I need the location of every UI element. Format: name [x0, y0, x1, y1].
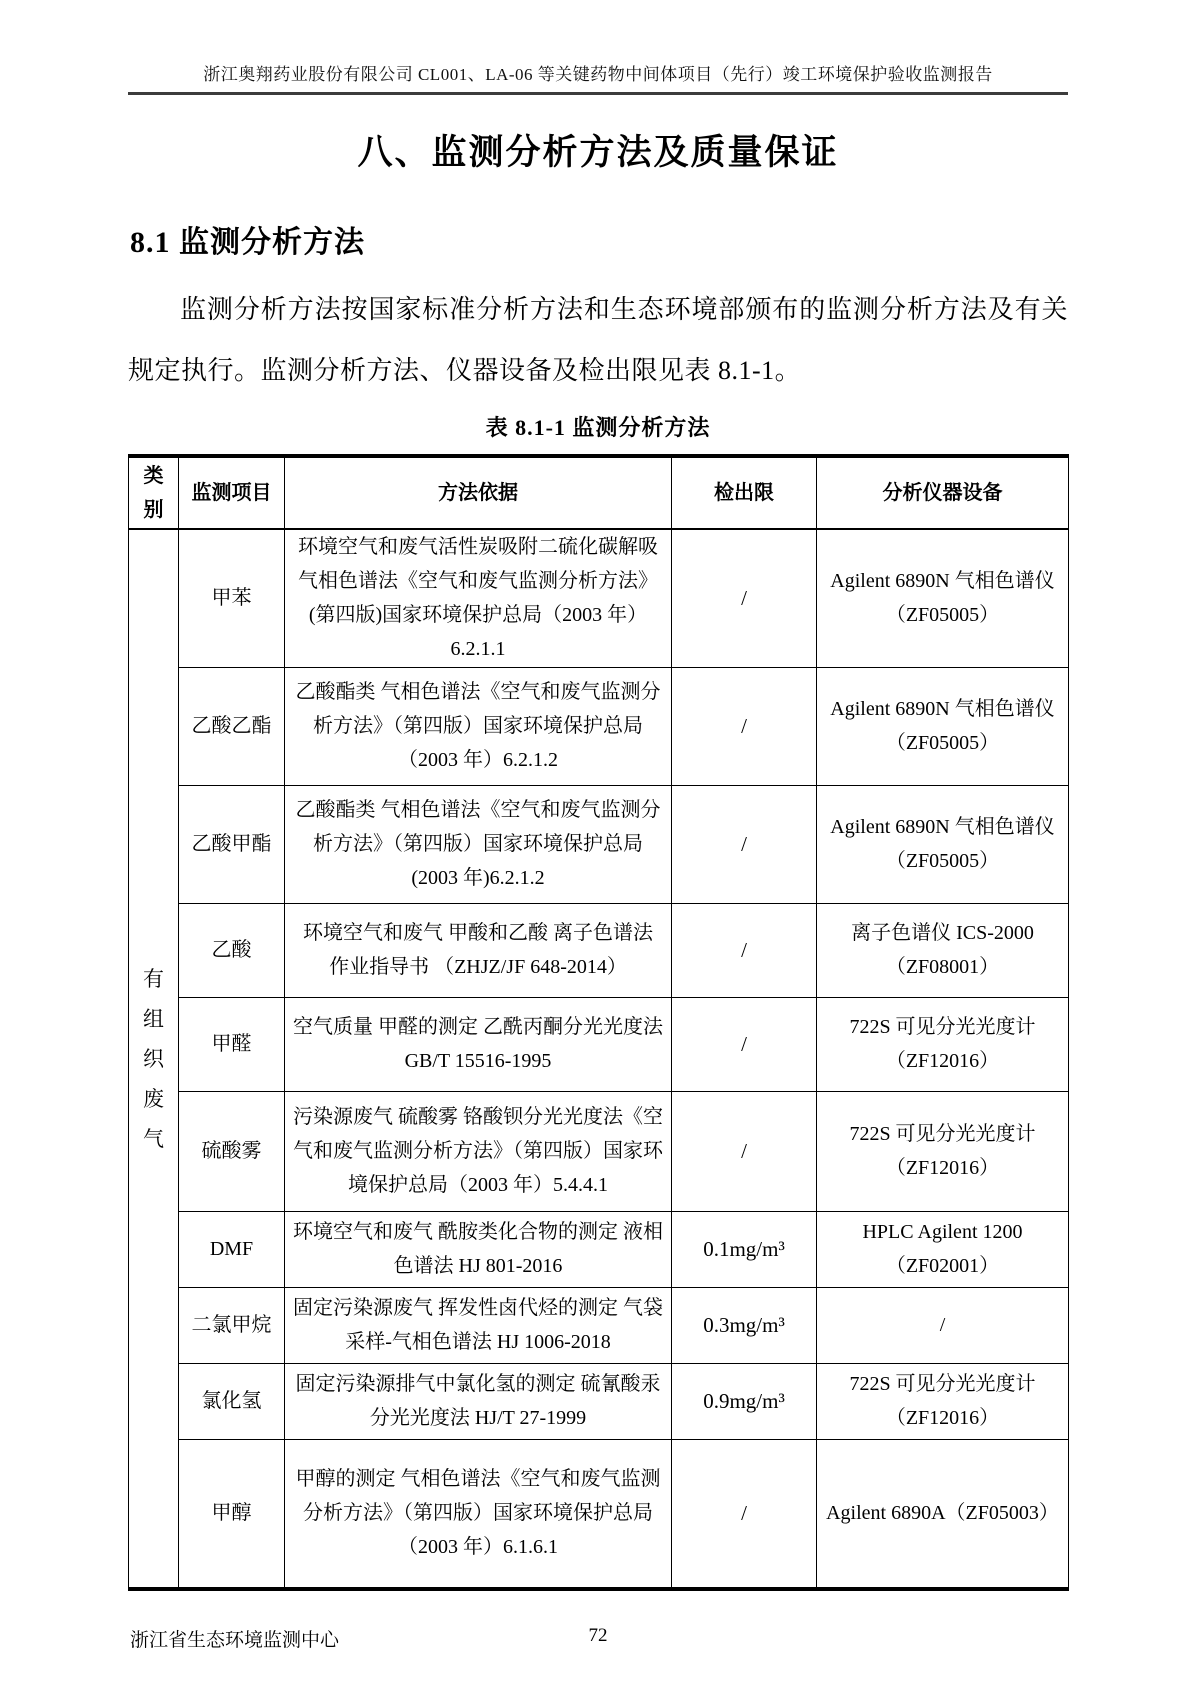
instrument-cell: 722S 可见分光光度计（ZF12016） [817, 997, 1069, 1091]
methods-table [128, 454, 1069, 1591]
limit-cell: / [672, 997, 817, 1091]
category-cell [129, 529, 179, 1589]
table-row [129, 1211, 1069, 1287]
table-caption: 表 8.1-1 监测分析方法 [485, 415, 711, 440]
item-cell: 乙酸乙酯 [179, 667, 285, 785]
limit-cell: 0.9mg/m³ [672, 1363, 817, 1439]
instrument-cell: Agilent 6890A（ZF05003） [817, 1439, 1069, 1589]
table-row [129, 529, 1069, 667]
chapter-title: 八、监测分析方法及质量保证 [357, 133, 839, 172]
instrument-cell: 722S 可见分光光度计（ZF12016） [817, 1363, 1069, 1439]
table-row [129, 667, 1069, 785]
limit-cell: / [672, 903, 817, 997]
method-cell: 空气质量 甲醛的测定 乙酰丙酮分光光度法 GB/T 15516-1995 [285, 997, 672, 1091]
running-header [128, 60, 1068, 95]
item-cell: 乙酸甲酯 [179, 785, 285, 903]
body-paragraph: 监测分析方法按国家标准分析方法和生态环境部颁布的监测分析方法及有关规定执行。监测分析方法、仪器设备及检出限见表 8.1-1。 [128, 295, 1068, 385]
table-row [129, 1439, 1069, 1589]
instrument-cell: 离子色谱仪 ICS-2000（ZF08001） [817, 903, 1069, 997]
table-row [129, 997, 1069, 1091]
header-cell-category: 类别 [129, 456, 179, 529]
item-cell: 甲苯 [179, 529, 285, 667]
table-row [129, 1287, 1069, 1363]
page-number: 72 [588, 1625, 608, 1646]
table-row [129, 1363, 1069, 1439]
method-cell: 甲醇的测定 气相色谱法《空气和废气监测分析方法》（第四版）国家环境保护总局（2003 年）6.1.6.1 [285, 1439, 672, 1589]
instrument-cell: HPLC Agilent 1200（ZF02001） [817, 1211, 1069, 1287]
item-cell: DMF [179, 1211, 285, 1287]
header-cell-method: 方法依据 [285, 456, 672, 529]
item-cell: 硫酸雾 [179, 1091, 285, 1211]
item-cell: 甲醛 [179, 997, 285, 1091]
footer-organization: 浙江省生态环境监测中心 [130, 1630, 340, 1651]
instrument-cell: Agilent 6890N 气相色谱仪（ZF05005） [817, 667, 1069, 785]
item-cell: 氯化氢 [179, 1363, 285, 1439]
method-cell: 环境空气和废气 酰胺类化合物的测定 液相色谱法 HJ 801-2016 [285, 1211, 672, 1287]
table-row [129, 785, 1069, 903]
header-cell-item: 监测项目 [179, 456, 285, 529]
limit-cell: / [672, 1091, 817, 1211]
category-vertical-text: 有组织废气 [143, 966, 164, 1151]
header-cell-instrument: 分析仪器设备 [817, 456, 1069, 529]
method-cell: 乙酸酯类 气相色谱法《空气和废气监测分析方法》（第四版）国家环境保护总局(2003 年)6.2.1.2 [285, 785, 672, 903]
item-cell: 甲醇 [179, 1439, 285, 1589]
instrument-cell: / [817, 1287, 1069, 1363]
method-cell: 固定污染源废气 挥发性卤代烃的测定 气袋采样-气相色谱法 HJ 1006-2018 [285, 1287, 672, 1363]
item-cell: 二氯甲烷 [179, 1287, 285, 1363]
section-heading: 8.1 监测分析方法 [130, 226, 365, 259]
limit-cell: / [672, 667, 817, 785]
limit-cell: / [672, 529, 817, 667]
item-cell: 乙酸 [179, 903, 285, 997]
limit-cell: / [672, 785, 817, 903]
instrument-cell: Agilent 6890N 气相色谱仪（ZF05005） [817, 529, 1069, 667]
method-cell: 污染源废气 硫酸雾 铬酸钡分光光度法《空气和废气监测分析方法》（第四版）国家环境保护总局（2003 年）5.4.4.1 [285, 1091, 672, 1211]
instrument-cell: 722S 可见分光光度计（ZF12016） [817, 1091, 1069, 1211]
table-row [129, 1091, 1069, 1211]
limit-cell: 0.1mg/m³ [672, 1211, 817, 1287]
limit-cell: / [672, 1439, 817, 1589]
limit-cell: 0.3mg/m³ [672, 1287, 817, 1363]
method-cell: 乙酸酯类 气相色谱法《空气和废气监测分析方法》（第四版）国家环境保护总局（2003 年）6.2.1.2 [285, 667, 672, 785]
method-cell: 固定污染源排气中氯化氢的测定 硫氰酸汞分光光度法 HJ/T 27-1999 [285, 1363, 672, 1439]
method-cell: 环境空气和废气 甲酸和乙酸 离子色谱法 作业指导书 （ZHJZ/JF 648-2014） [285, 903, 672, 997]
method-cell: 环境空气和废气活性炭吸附二硫化碳解吸气相色谱法《空气和废气监测分析方法》 (第四版)国家环境保护总局（2003 年）6.2.1.1 [285, 529, 672, 667]
instrument-cell: Agilent 6890N 气相色谱仪（ZF05005） [817, 785, 1069, 903]
running-header-text: 浙江奥翔药业股份有限公司 CL001、LA-06 等关键药物中间体项目（先行）竣工环境保护验收监测报告 [203, 65, 993, 84]
table-header-row [129, 456, 1069, 529]
header-cell-limit: 检出限 [672, 456, 817, 529]
table-row [129, 903, 1069, 997]
